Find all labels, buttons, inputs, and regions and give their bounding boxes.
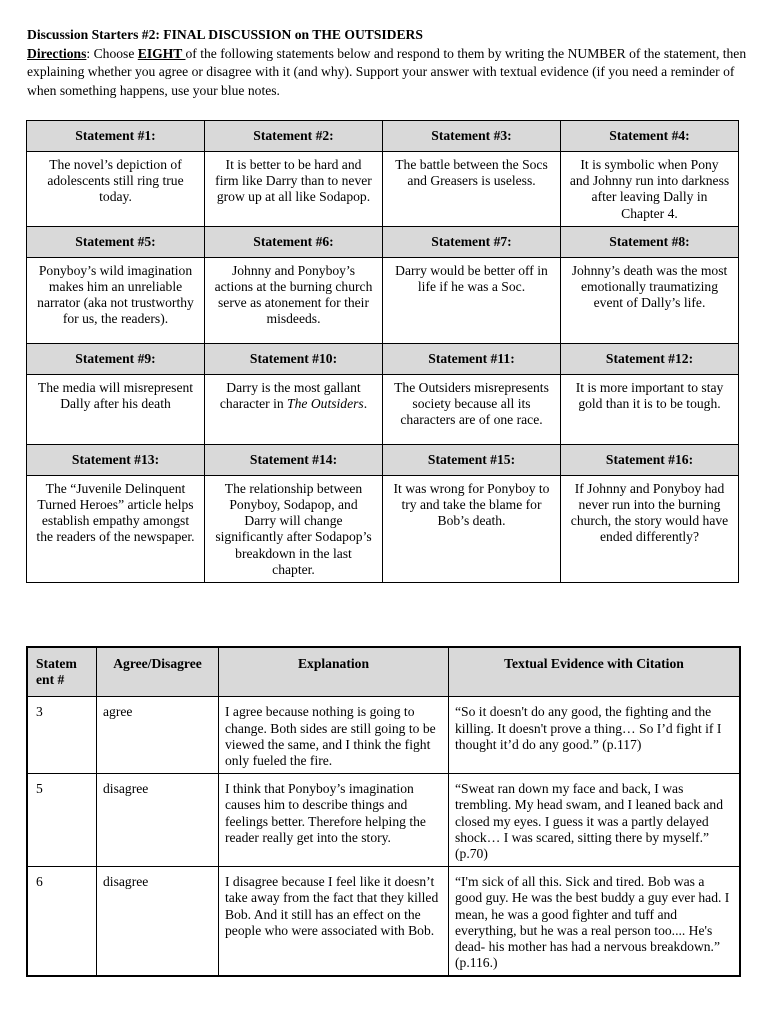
col-statement-number: Statem ent # — [27, 647, 97, 697]
book-title: The Outsiders — [287, 396, 364, 412]
statement-header: Statement #15: — [383, 444, 561, 475]
statement-header: Statement #1: — [27, 121, 205, 152]
statement-header: Statement #7: — [383, 226, 561, 257]
statement-header: Statement #4: — [561, 121, 739, 152]
statement-10-post: . — [363, 396, 368, 412]
response-row — [27, 697, 740, 774]
statement-text: It is symbolic when Pony and Johnny run into darkness after leaving Dally in Chapter 4. — [561, 152, 739, 227]
statement-header: Statement #3: — [383, 121, 561, 152]
statement-text: If Johnny and Ponyboy had never run into the burning church, the story would have ended differently? — [561, 475, 739, 582]
statement-header: Statement #13: — [27, 444, 205, 475]
statement-header: Statement #5: — [27, 226, 205, 257]
statement-text: The novel’s depiction of adolescents still ring true today. — [27, 152, 205, 227]
response-row — [27, 867, 740, 977]
statement-header-row — [27, 444, 739, 475]
directions — [27, 45, 747, 101]
statement-header: Statement #16: — [561, 444, 739, 475]
directions-label: Directions — [27, 45, 87, 61]
agree-disagree: agree — [97, 697, 219, 774]
statement-text: The battle between the Socs and Greasers is useless. — [383, 152, 561, 227]
statement-text: Darry would be better off in life if he was a Soc. — [383, 257, 561, 343]
statement-header: Statement #11: — [383, 343, 561, 374]
statement-text: Johnny’s death was the most emotionally traumatizing event of Dally’s life. — [561, 257, 739, 343]
textual-evidence: “I'm sick of all this. Sick and tired. Bob was a good guy. He was the best buddy a guy ever had. I mean, he was a good fighter and tuff and everything, but he was a real person too.... He's dead- his mother has had a nervous breakdown.” (p.116.) — [449, 867, 741, 977]
statement-text: Johnny and Ponyboy’s actions at the burning church serve as atonement for their misdeeds. — [205, 257, 383, 343]
statement-text-row — [27, 152, 739, 227]
response-table — [26, 646, 741, 977]
statement-text: Ponyboy’s wild imagination makes him an unreliable narrator (aka not trustworthy for us, the readers). — [27, 257, 205, 343]
statement-text-10 — [205, 374, 383, 444]
statement-header: Statement #6: — [205, 226, 383, 257]
col-agree-disagree: Agree/Disagree — [97, 647, 219, 697]
agree-disagree: disagree — [97, 867, 219, 977]
statements-table — [26, 120, 739, 583]
explanation: I think that Ponyboy’s imagination causes him to describe things and feelings better. Therefore helping the reader really get into the story. — [219, 774, 449, 867]
statement-header-row — [27, 343, 739, 374]
statement-text-row — [27, 374, 739, 444]
statement-text: It is more important to stay gold than it is to be tough. — [561, 374, 739, 444]
statement-header-row — [27, 121, 739, 152]
explanation: I agree because nothing is going to change. Both sides are still going to be viewed the same, and I think the fight only fueled the fire. — [219, 697, 449, 774]
textual-evidence: “So it doesn't do any good, the fighting and the killing. It doesn't prove a thing… So I’d fight if I thought it’d do any good.” (p.117) — [449, 697, 741, 774]
statement-header-row — [27, 226, 739, 257]
statement-header: Statement #9: — [27, 343, 205, 374]
statement-header: Statement #12: — [561, 343, 739, 374]
directions-text: of the following statements below and respond to them by writing the NUMBER of the statement, then explaining whether you agree or disagree with it (and why). Support your answer with textual evidence (if you need a reminder of when something happens, use your blue notes. — [27, 45, 747, 98]
statement-text: The “Juvenile Delinquent Turned Heroes” article helps establish empathy amongst the readers of the newspaper. — [27, 475, 205, 582]
statement-header: Statement #10: — [205, 343, 383, 374]
statement-text: It was wrong for Ponyboy to try and take the blame for Bob’s death. — [383, 475, 561, 582]
statement-number: 6 — [27, 867, 97, 977]
worksheet-header — [27, 26, 747, 100]
statement-text-row — [27, 257, 739, 343]
directions-pre: : Choose — [86, 45, 138, 61]
statement-text: The relationship between Ponyboy, Sodapop, and Darry will change significantly after Sodapop’s breakdown in the last chapter. — [205, 475, 383, 582]
statement-text: The media will misrepresent Dally after his death — [27, 374, 205, 444]
statement-header: Statement #2: — [205, 121, 383, 152]
response-header-row — [27, 647, 740, 697]
col-explanation: Explanation — [219, 647, 449, 697]
statement-header: Statement #14: — [205, 444, 383, 475]
directions-eight: EIGHT — [137, 45, 186, 61]
col-textual-evidence: Textual Evidence with Citation — [449, 647, 741, 697]
response-row — [27, 774, 740, 867]
statement-header: Statement #8: — [561, 226, 739, 257]
textual-evidence: “Sweat ran down my face and back, I was trembling. My head swam, and I leaned back and closed my eyes. I guess it was a partly delayed shock… I was scared, sitting there by myself.” (p.70) — [449, 774, 741, 867]
statement-number: 5 — [27, 774, 97, 867]
explanation: I disagree because I feel like it doesn’t take away from the fact that they killed Bob. And it still has an effect on the people who were associated with Bob. — [219, 867, 449, 977]
statement-10-pre: Darry is the most gallant character in — [219, 379, 361, 412]
statement-text-row — [27, 475, 739, 582]
statement-number: 3 — [27, 697, 97, 774]
agree-disagree: disagree — [97, 774, 219, 867]
statement-text: It is better to be hard and firm like Darry than to never grow up at all like Sodapop. — [205, 152, 383, 227]
statement-text: The Outsiders misrepresents society because all its characters are of one race. — [383, 374, 561, 444]
worksheet-title: Discussion Starters #2: FINAL DISCUSSION on THE OUTSIDERS — [27, 27, 423, 42]
